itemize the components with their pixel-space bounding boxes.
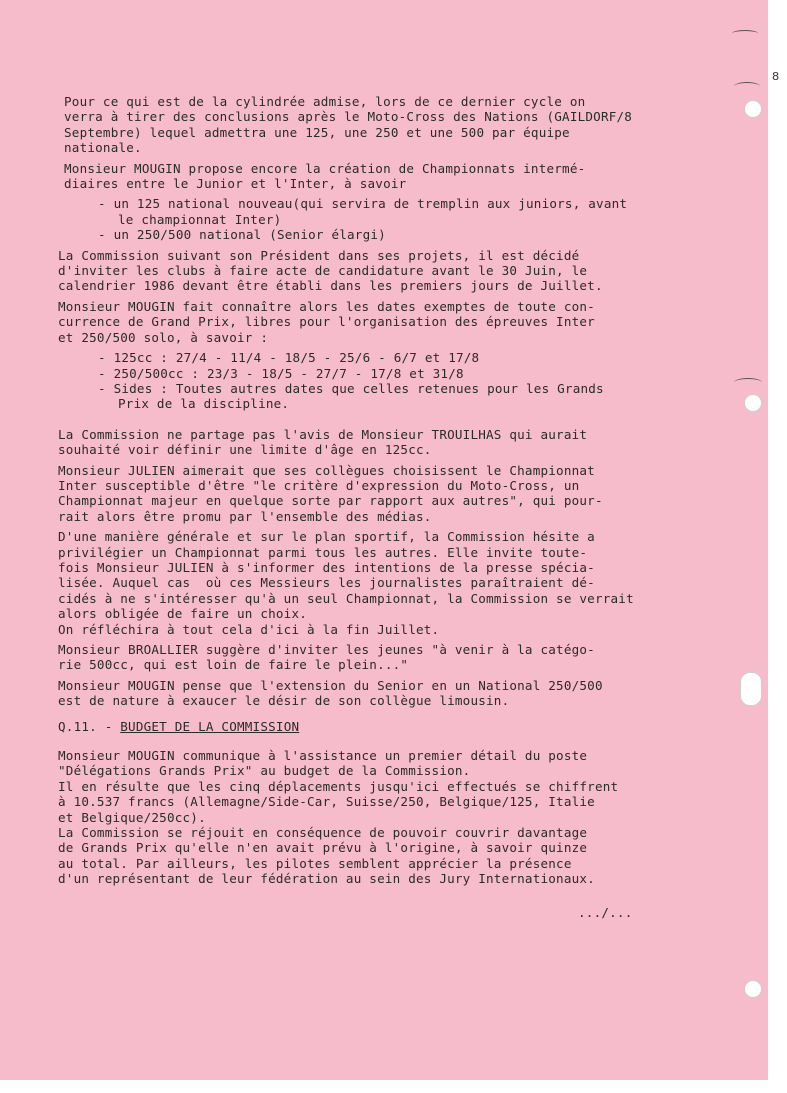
- text-line: Monsieur MOUGIN propose encore la création de Championnats intermé-: [64, 160, 586, 176]
- text-line: La Commission suivant son Président dans ses projets, il est décidé: [58, 247, 580, 263]
- text-line: souhaité voir définir une limite d'âge en 125cc.: [58, 442, 432, 458]
- text-line: est de nature à exaucer le désir de son collègue limousin.: [58, 693, 510, 709]
- text-line: - 250/500cc : 23/3 - 18/5 - 27/7 - 17/8 et 31/8: [98, 365, 464, 381]
- text-line: Championnat majeur en quelque sorte par rapport aux autres", qui pour-: [58, 493, 603, 509]
- list-item: [98, 366, 768, 381]
- paragraph-mougin-proposal: [58, 161, 768, 192]
- text-line: et 250/500 solo, à savoir :: [58, 329, 269, 345]
- text-line: - un 250/500 national (Senior élargi): [98, 227, 386, 243]
- dates-list: [98, 350, 768, 412]
- pen-mark: [734, 82, 760, 91]
- text-line: diaires entre le Junior et l'Inter, à savoir: [64, 176, 407, 192]
- text-line: privilégier un Championnat parmi tous les autres. Elle invite toute-: [58, 544, 588, 560]
- text-line: verra à tirer des conclusions après le Moto-Cross des Nations (GAILDORF/8: [64, 109, 633, 125]
- paragraph-senior-extension: [58, 678, 768, 709]
- text-line: Prix de la discipline.: [118, 396, 290, 412]
- text-line: et Belgique/250cc).: [58, 809, 206, 825]
- text-line: - Sides : Toutes autres dates que celles retenues pour les Grands: [98, 380, 604, 396]
- text-line: le championnat Inter): [118, 211, 282, 227]
- text-line: - un 125 national nouveau(qui servira de tremplin aux juniors, avant: [98, 196, 628, 212]
- pen-mark: [732, 30, 758, 37]
- text-line: D'une manière générale et sur le plan sportif, la Commission hésite a: [58, 529, 595, 545]
- text-line: On réfléchira à tout cela d'ici à la fin Juillet.: [58, 621, 440, 637]
- text-line: Monsieur MOUGIN pense que l'extension du Senior en un National 250/500: [58, 677, 603, 693]
- text-line: Monsieur MOUGIN communique à l'assistance un premier détail du poste: [58, 748, 588, 764]
- text-line: Inter susceptible d'être "le critère d'expression du Moto-Cross, un: [58, 477, 580, 493]
- text-line: - 125cc : 27/4 - 11/4 - 18/5 - 25/6 - 6/7 et 17/8: [98, 350, 480, 366]
- document-body: [58, 94, 768, 920]
- list-item: [98, 350, 768, 365]
- text-line: lisée. Auquel cas où ces Messieurs les journalistes paraîtraient dé-: [58, 575, 595, 591]
- section-number: Q.11. -: [58, 718, 121, 734]
- section-heading: [58, 719, 768, 734]
- list-item: [98, 196, 768, 227]
- text-line: nationale.: [64, 140, 142, 156]
- list-item: [98, 227, 768, 242]
- text-line: à 10.537 francs (Allemagne/Side-Car, Suisse/250, Belgique/125, Italie: [58, 794, 595, 810]
- text-line: "Délégations Grands Prix" au budget de la Commission.: [58, 763, 471, 779]
- paragraph-budget: [58, 748, 768, 887]
- page-number: 8: [772, 70, 780, 84]
- text-line: fois Monsieur JULIEN à s'informer des intentions de la presse spécia-: [58, 559, 595, 575]
- list-item: [98, 381, 768, 412]
- paragraph-commission-hesitation: [58, 529, 768, 637]
- text-line: calendrier 1986 devant être établi dans les premiers jours de Juillet.: [58, 278, 603, 294]
- text-line: d'un représentant de leur fédération au sein des Jury Internationaux.: [58, 871, 595, 887]
- text-line: Septembre) lequel admettra une 125, une 250 et une 500 par équipe: [64, 124, 570, 140]
- text-line: Monsieur MOUGIN fait connaître alors les dates exemptes de toute con-: [58, 298, 595, 314]
- text-line: La Commission se réjouit en conséquence de pouvoir couvrir davantage: [58, 825, 588, 841]
- paragraph-free-dates: [58, 299, 768, 345]
- text-line: La Commission ne partage pas l'avis de Monsieur TROUILHAS qui aurait: [58, 426, 588, 442]
- text-line: Monsieur BROALLIER suggère d'inviter les jeunes "à venir à la catégo-: [58, 642, 595, 657]
- text-line: d'inviter les clubs à faire acte de candidature avant le 30 Juin, le: [58, 263, 588, 279]
- paragraph-age-limit: [58, 427, 768, 458]
- text-line: Pour ce qui est de la cylindrée admise, lors de ce dernier cycle on: [64, 94, 586, 109]
- paragraph-julien: [58, 463, 768, 525]
- punch-hole: [744, 980, 762, 998]
- text-line: au total. Par ailleurs, les pilotes semblent apprécier la présence: [58, 855, 572, 871]
- paragraph-calendar: [58, 248, 768, 294]
- section-title: BUDGET DE LA COMMISSION: [120, 718, 300, 734]
- championship-list: [98, 196, 768, 242]
- paragraph-broallier: [58, 642, 768, 673]
- text-line: Monsieur JULIEN aimerait que ses collègues choisissent le Championnat: [58, 462, 595, 478]
- text-line: de Grands Prix qu'elle n'en avait prévu à l'origine, à savoir quinze: [58, 840, 588, 856]
- text-line: Il en résulte que les cinq déplacements jusqu'ici effectués se chiffrent: [58, 778, 619, 794]
- text-line: cidés à ne s'intéresser qu'à un seul Championnat, la Commission se verrait: [58, 590, 634, 606]
- text-line: alors obligée de faire un choix.: [58, 606, 308, 622]
- text-line: currence de Grand Prix, libres pour l'organisation des épreuves Inter: [58, 314, 595, 330]
- text-line: rie 500cc, qui est loin de faire le plein...": [58, 657, 409, 673]
- paragraph-cylindree: [58, 94, 768, 156]
- text-line: rait alors être promu par l'ensemble des médias.: [58, 508, 432, 524]
- continuation-mark: .../...: [578, 904, 633, 920]
